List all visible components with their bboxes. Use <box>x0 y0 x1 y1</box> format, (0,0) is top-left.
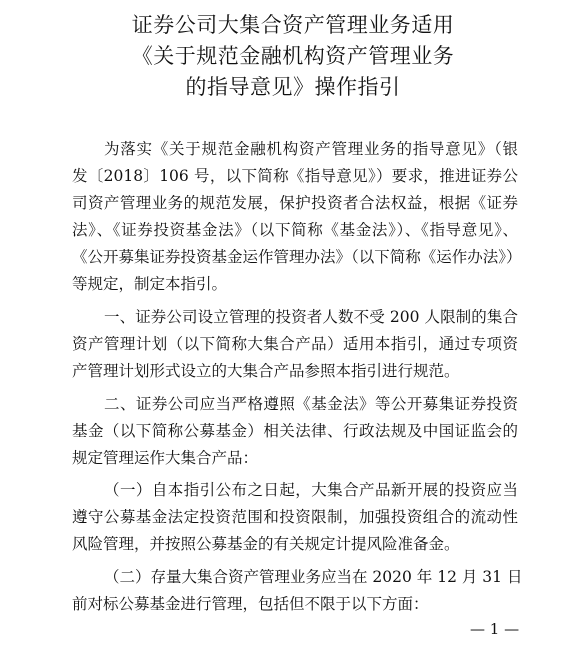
paragraph-line: （二）存量大集合资产管理业务应当在 2020 年 12 月 31 日 <box>104 568 523 586</box>
paragraph-line: 司资产管理业务的规范发展，保护投资者合法权益，根据《证券 <box>72 194 518 212</box>
paragraph-line: 一、证券公司设立管理的投资者人数不受 200 人限制的集合 <box>104 308 518 326</box>
paragraph-line: 发〔2018〕106 号，以下简称《指导意见》）要求，推进证券公 <box>72 167 518 185</box>
paragraph-line: 规定管理运作大集合产品： <box>72 449 259 467</box>
paragraph-line: 法》、《证券投资基金法》（以下简称《基金法》）、《指导意见》、 <box>72 221 518 239</box>
document-title-line-1: 证券公司大集合资产管理业务适用 <box>131 13 455 37</box>
paragraph-line: 产管理计划形式设立的大集合产品参照本指引进行规范。 <box>72 362 460 380</box>
paragraph-line: 等规定，制定本指引。 <box>72 275 228 293</box>
paragraph-line: 二、证券公司应当严格遵照《基金法》等公开募集证券投资 <box>104 395 518 413</box>
paragraph-line: 前对标公募基金进行管理，包括但不限于以下方面： <box>72 595 429 613</box>
paragraph-line: 为落实《关于规范金融机构资产管理业务的指导意见》（银 <box>104 140 518 158</box>
paragraph-line: （一）自本指引公布之日起，大集合产品新开展的投资应当 <box>104 481 518 499</box>
paragraph-line: 基金（以下简称公募基金）相关法律、行政法规及中国证监会的 <box>72 422 518 440</box>
page-number: — 1 — <box>470 620 520 638</box>
paragraph-line: 遵守公募基金法定投资范围和投资限制，加强投资组合的流动性 <box>72 508 518 526</box>
document-title-line-2: 《关于规范金融机构资产管理业务 <box>131 44 455 68</box>
paragraph-line: 风险管理，并按照公募基金的有关规定计提风险准备金。 <box>72 535 460 553</box>
paragraph-line: 《公开募集证券投资基金运作管理办法》（以下简称《运作办法》） <box>72 248 522 266</box>
paragraph-line: 资产管理计划（以下简称大集合产品）适用本指引，通过专项资 <box>72 335 518 353</box>
document-title-line-3: 的指导意见》操作指引 <box>185 75 401 99</box>
